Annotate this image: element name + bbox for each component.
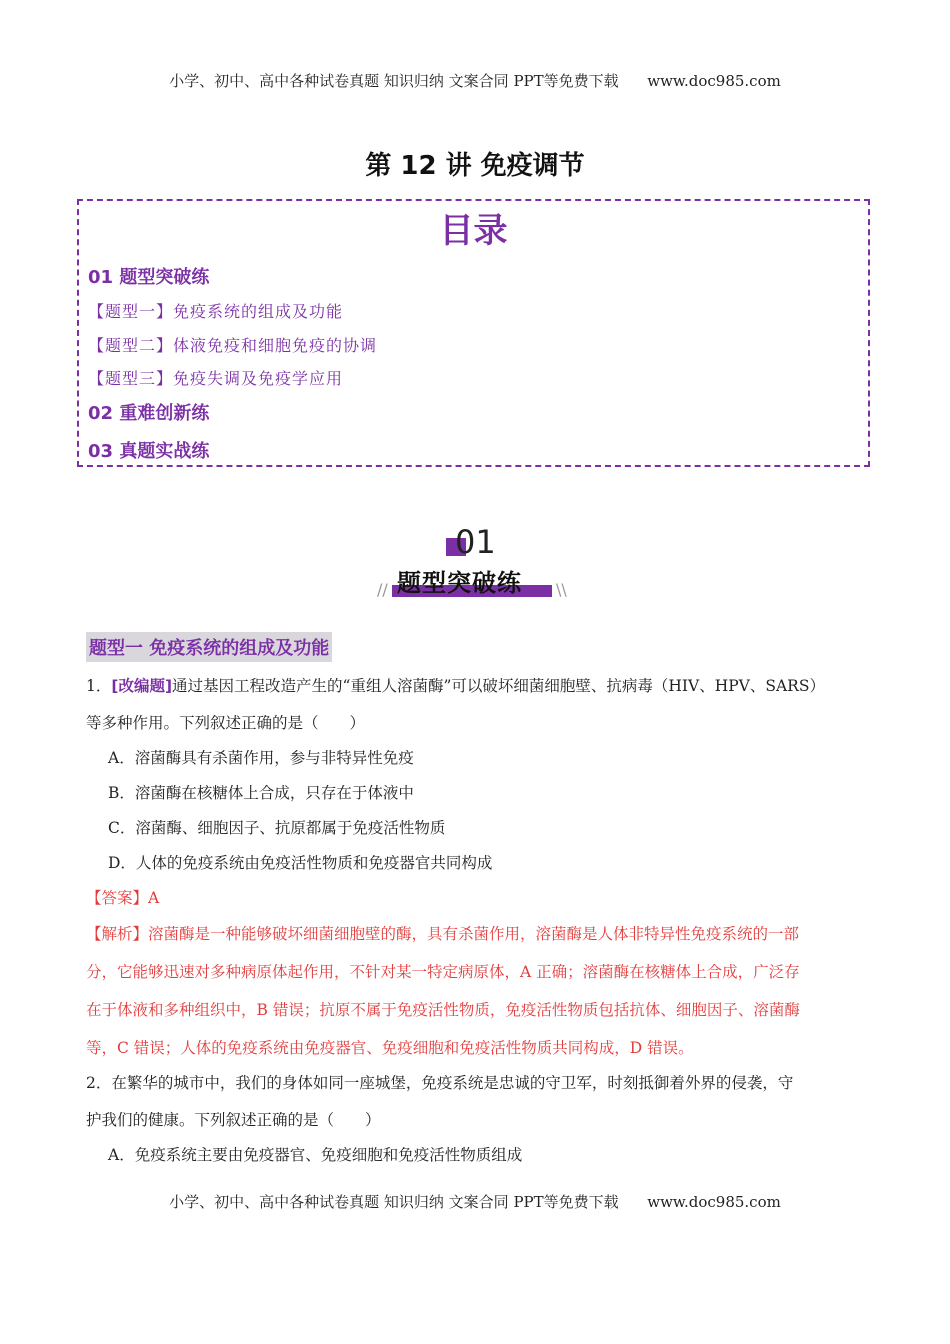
- q1-option-d: D．人体的免疫系统由免疫活性物质和免疫器官共同构成: [108, 854, 493, 872]
- table-of-contents: [77, 199, 870, 467]
- q1-tag: [改编题]: [111, 677, 173, 695]
- q1-option-c: C．溶菌酶、细胞因子、抗原都属于免疫活性物质: [108, 819, 446, 837]
- q1-analysis-line-3: 在于体液和多种组织中，B 错误；抗原不属于免疫活性物质，免疫活性物质包括抗体、细胞因子、溶菌酶: [86, 1001, 800, 1019]
- toc-item-type-2[interactable]: 【题型二】体液免疫和细胞免疫的协调: [88, 336, 378, 355]
- page-header: 小学、初中、高中各种试卷真题 知识归纳 文案合同 PPT等免费下载 www.doc985.com: [169, 72, 781, 90]
- banner-label: 题型突破练: [397, 569, 522, 597]
- page-footer: 小学、初中、高中各种试卷真题 知识归纳 文案合同 PPT等免费下载 www.doc985.com: [169, 1193, 781, 1211]
- q1-answer: 【答案】A: [86, 889, 160, 907]
- banner-right-deco: \\: [556, 580, 567, 599]
- q1-analysis-line-1: 【解析】溶菌酶是一种能够破坏细菌细胞壁的酶，具有杀菌作用，溶菌酶是人体非特异性免疫系统的一部: [86, 925, 800, 943]
- q2-stem-line-2: 护我们的健康。下列叙述正确的是（ ）: [86, 1111, 381, 1129]
- toc-heading: 目录: [439, 211, 508, 251]
- banner-number: 01: [455, 523, 496, 561]
- toc-section-2[interactable]: 02 重难创新练: [88, 403, 210, 424]
- q2-option-a: A．免疫系统主要由免疫器官、免疫细胞和免疫活性物质组成: [108, 1146, 523, 1164]
- toc-section-1[interactable]: 01 题型突破练: [88, 267, 210, 288]
- toc-item-type-3[interactable]: 【题型三】免疫失调及免疫学应用: [88, 369, 344, 388]
- q1-analysis-line-4: 等，C 错误；人体的免疫系统由免疫器官、免疫细胞和免疫活性物质共同构成，D 错误。: [86, 1039, 694, 1057]
- q1-analysis-line-2: 分，它能够迅速对多种病原体起作用，不针对某一特定病原体，A 正确；溶菌酶在核糖体上合成，广泛存: [86, 963, 800, 981]
- banner-left-deco: //: [377, 580, 388, 599]
- q2-stem-line-1: 2．在繁华的城市中，我们的身体如同一座城堡，免疫系统是忠诚的守卫军，时刻抵御着外界的侵袭，守: [86, 1074, 794, 1092]
- q1-stem-line-1: [86, 674, 866, 696]
- q1-option-a: A．溶菌酶具有杀菌作用，参与非特异性免疫: [108, 749, 414, 767]
- q1-option-b: B．溶菌酶在核糖体上合成，只存在于体液中: [108, 784, 414, 802]
- toc-section-3[interactable]: 03 真题实战练: [88, 441, 210, 462]
- page-title: 第 12 讲 免疫调节: [365, 151, 585, 181]
- q1-stem-text: 通过基因工程改造产生的“重组人溶菌酶”可以破坏细菌细胞壁、抗病毒（HIV、HPV、SARS）: [172, 677, 825, 695]
- toc-item-type-1[interactable]: 【题型一】免疫系统的组成及功能: [88, 302, 344, 321]
- q1-stem-line-2: 等多种作用。下列叙述正确的是（ ）: [86, 714, 366, 732]
- q1-number: 1．: [86, 677, 112, 695]
- type-heading: 题型一 免疫系统的组成及功能: [86, 632, 332, 662]
